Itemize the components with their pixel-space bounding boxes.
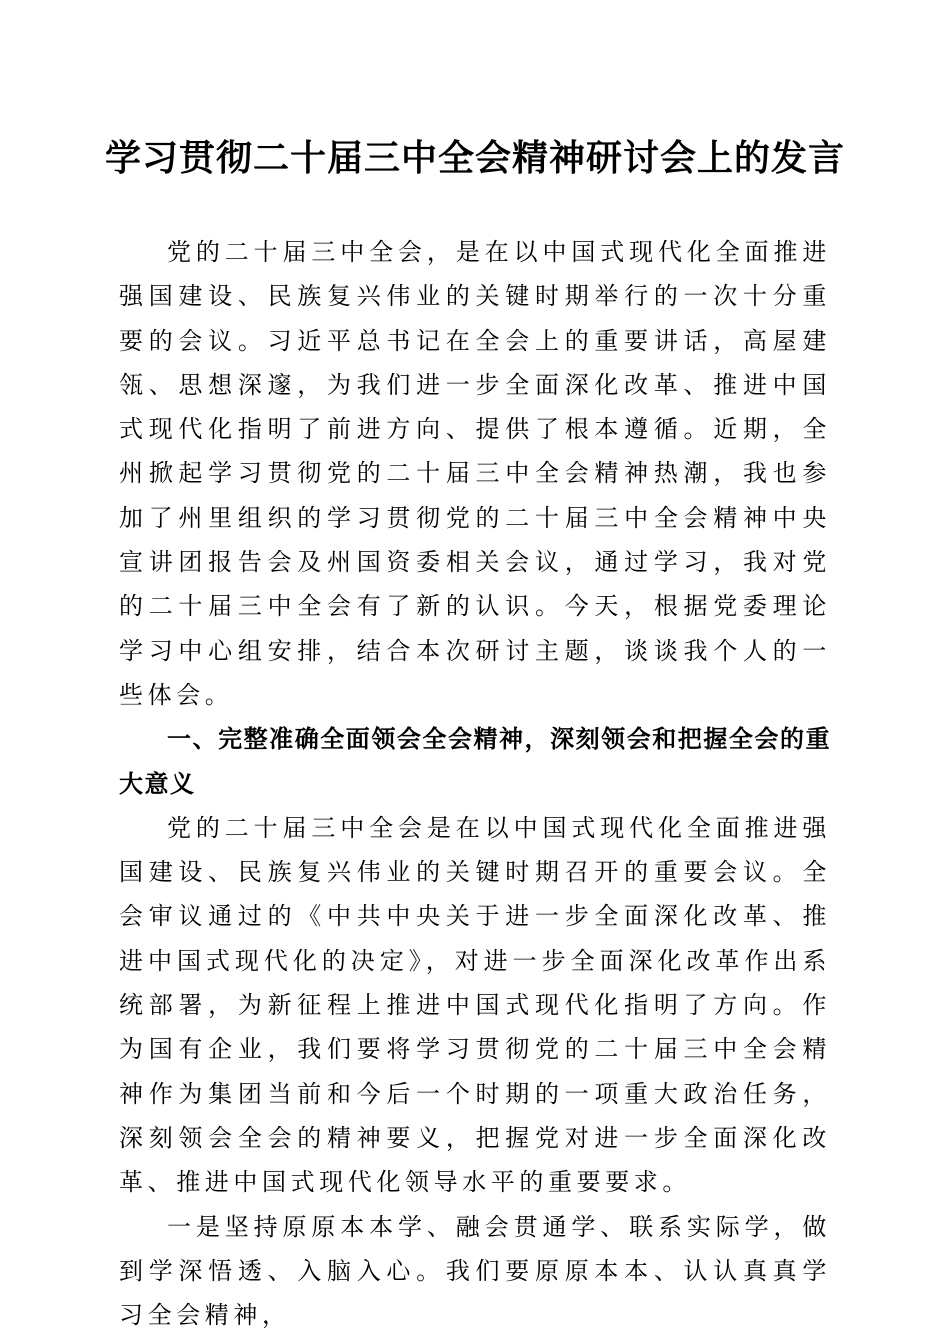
intro-paragraph: 党的二十届三中全会，是在以中国式现代化全面推进强国建设、民族复兴伟业的关键时期举行的一次十分重要的会议。习近平总书记在全会上的重要讲话，高屋建瓴、思想深邃，为我们进一步全面深化改革、推进中国式现代化指明了前进方向、提供了根本遵循。近期，全州掀起学习贯彻党的二十届三中全会精神热潮，我也参加了州里组织的学习贯彻党的二十届三中全会精神中央宣讲团报告会及州国资委相关会议，通过学习，我对党的二十届三中全会有了新的认识。今天，根据党委理论学习中心组安排，结合本次研讨主题，谈谈我个人的一些体会。 (119, 238, 831, 709)
point-1-paragraph: 一是坚持原原本本学、融会贯通学、联系实际学，做到学深悟透、入脑入心。我们要原原本本、认认真真学习全会精神， (119, 1212, 831, 1330)
document-title: 学习贯彻二十届三中全会精神研讨会上的发言 (104, 137, 845, 179)
section-1-paragraph: 党的二十届三中全会是在以中国式现代化全面推进强国建设、民族复兴伟业的关键时期召开的重要会议。全会审议通过的《中共中央关于进一步全面深化改革、推进中国式现代化的决定》，对进一步全面深化改革作出系统部署，为新征程上推进中国式现代化指明了方向。作为国有企业，我们要将学习贯彻党的二十届三中全会精神作为集团当前和今后一个时期的一项重大政治任务，深刻领会全会的精神要义，把握党对进一步全面深化改革、推进中国式现代化领导水平的重要要求。 (119, 813, 831, 1197)
section-heading-1: 一、完整准确全面领会全会精神，深刻领会和把握全会的重大意义 (119, 725, 831, 798)
document-body (119, 230, 831, 1337)
